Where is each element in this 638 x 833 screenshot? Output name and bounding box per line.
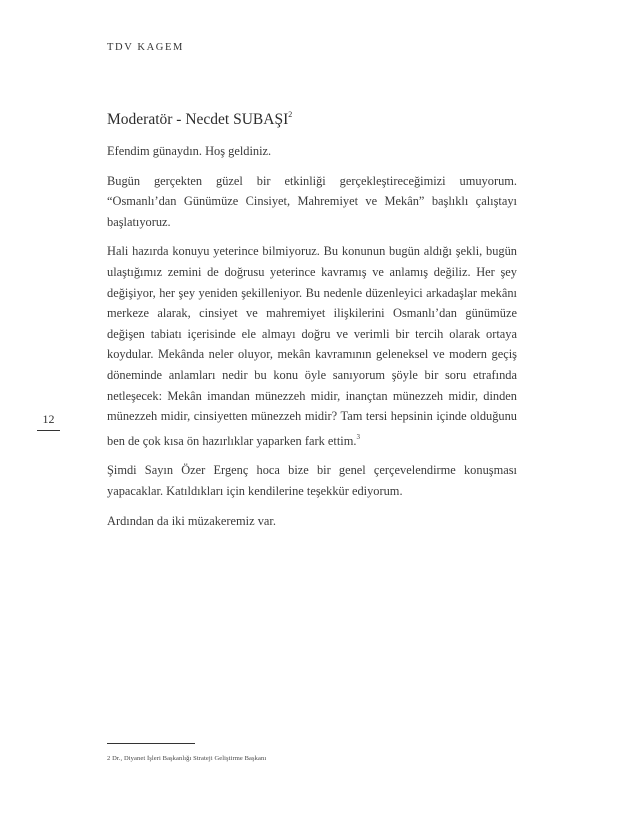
footnote-ref[interactable]: 3	[356, 432, 360, 441]
page-number: 12	[37, 412, 60, 431]
paragraph: Efendim günaydın. Hoş geldiniz.	[107, 144, 272, 158]
footnote: 2 Dr., Diyanet İşleri Başkanlığı Strateji Geliştirme Başkanı	[107, 755, 267, 762]
paragraph: Şimdi Sayın Özer Ergenç hoca bize bir genel çerçevelendirme konuşması yapacaklar. Katıldıkları için kendilerine teşekkür ediyorum.	[107, 463, 517, 498]
footnote-ref[interactable]: 2	[288, 110, 293, 119]
section-title	[107, 104, 517, 131]
paragraph: Bugün gerçekten güzel bir etkinliği gerçekleştireceğimizi umuyorum. “Osmanlı’dan Günümüze Cinsiyet, Mahremiyet ve Mekân” başlıklı çalıştayı başlatıyoruz.	[107, 173, 517, 229]
section-title-text: Moderatör - Necdet SUBAŞI	[107, 111, 289, 128]
paragraph: Ardından da iki müzakeremiz var.	[107, 513, 276, 528]
footnote-divider	[107, 743, 195, 744]
running-header: TDV KAGEM	[107, 42, 184, 53]
paragraph	[107, 241, 517, 451]
main-text	[107, 104, 517, 540]
paragraph-text: Hali hazırda konuyu yeterince bilmiyoruz. Bu konunun bugün aldığı şekli, bugün ulaştığımız zemini de doğrusu yeterince kavramış ve anlamış değiliz. Her şey değişiyor, her şey yeniden şekilleniyor. Bu nedenle düzenleyici arkadaşlar mekânı merkeze alarak, cinsiyet ve mahremiyet ilişkilerini Osmanlı’dan günümüze değişen tabiatı içerisinde ele almayı doğru ve verimli bir tercih olarak ortaya koydular. Mekânda neler oluyor, mekân kavramının geleneksel ve modern geçiş döneminde anlamları nedir bu konu öyle sanıyorum şöyle bir soru etrafında netleşecek: Mekân imandan münezzeh midir, inançtan münezzeh midir, dinden münezzeh midir, cinsiyetten münezzeh midir? Tam tersi hepsinin içinde olduğunu ben de çok kısa ön hazırlıklar yaparken fark ettim.	[107, 244, 517, 448]
